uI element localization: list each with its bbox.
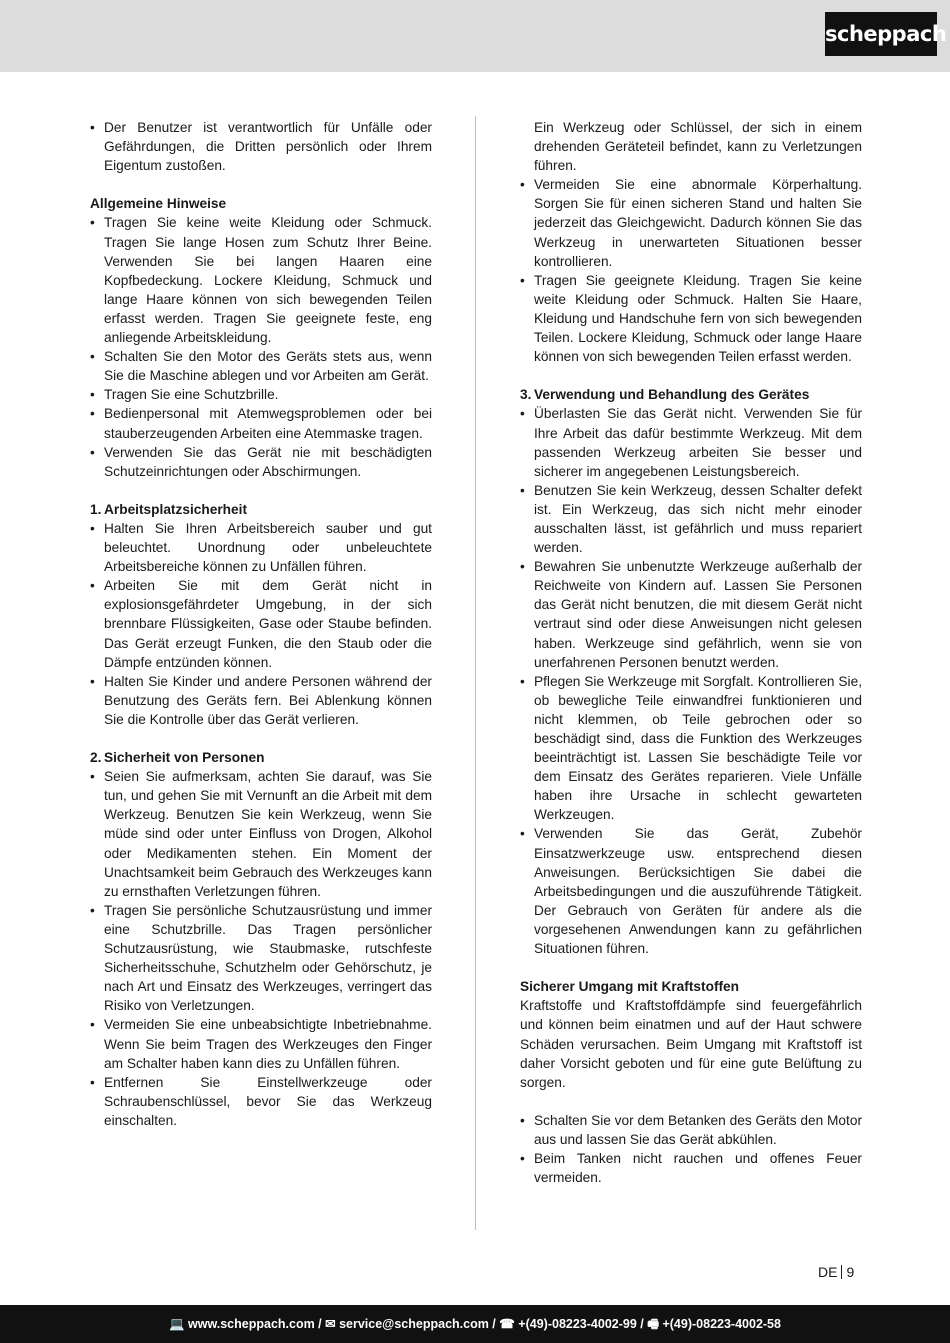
section-heading-2 — [90, 748, 432, 767]
list-item: • Verwenden Sie das Gerät, Zubehör Einsatzwerkzeuge usw. entsprechend diesen Anweisungen. Berücksichtigen Sie dabei die Arbeitsbedingungen und die auszuführende Tätigkeit. Der Gebrauch von Geräten für andere als die vorgesehenen Anwendungen kann zu gefährlichen Situationen führen. — [520, 824, 862, 958]
list-item: • Schalten Sie den Motor des Geräts stets aus, wenn Sie die Maschine ablegen und vor Arbeiten am Gerät. — [90, 347, 432, 385]
section-number: 1. — [90, 501, 102, 517]
list-item: • Halten Sie Kinder und andere Personen während der Benutzung des Geräts fern. Bei Ablenkung können Sie die Kontrolle über das Gerät verlieren. — [90, 672, 432, 729]
list-item: • Pflegen Sie Werkzeuge mit Sorgfalt. Kontrollieren Sie, ob bewegliche Teile einwandfrei funktionieren und nicht klemmen, ob Teile gebrochen oder so beschädigt sind, dass die Funktion des Werkzeuges beeinträchtigt ist. Lassen Sie beschädigte Teile vor dem Einsatz des Gerätes reparieren. Viele Unfälle haben ihre Ursache in schlecht gewarteten Werkzeugen. — [520, 672, 862, 825]
list-item: • Arbeiten Sie mit dem Gerät nicht in explosionsgefährdeter Umgebung, in der sich brennbare Flüssigkeiten, Gase oder Staube befinden. Das Gerät erzeugt Funken, die den Staub oder die Dämpfe entzünden können. — [90, 576, 432, 671]
list-item: • Tragen Sie eine Schutzbrille. — [90, 385, 432, 404]
section-heading-1 — [90, 500, 432, 519]
footer-contact-text: 💻 www.scheppach.com / ✉ service@scheppach.com / ☎ +(49)-08223-4002-99 / 🖷 +(49)-08223-4002-58 — [169, 1317, 781, 1331]
right-column — [520, 118, 862, 1187]
scheppach-logo: scheppach — [825, 12, 937, 56]
section-number: 2. — [90, 750, 102, 766]
section-title: Arbeitsplatzsicherheit — [104, 501, 247, 517]
continued-text: Ein Werkzeug oder Schlüssel, der sich in einem drehenden Geräteteil befindet, kann zu Verletzungen führen. — [534, 120, 862, 174]
section-heading-fuel: Sicherer Umgang mit Kraftstoffen — [520, 979, 740, 995]
list-item: • Tragen Sie geeignete Kleidung. Tragen Sie keine weite Kleidung oder Schmuck. Halten Sie Haare, Kleidung und Handschuhe fern von sich bewegenden Teilen. Lockere Kleidung, Schmuck oder lange Haare können von sich bewegenden Teilen erfasst werden. — [520, 271, 862, 366]
list-item: • Verwenden Sie das Gerät nie mit beschädigten Schutzeinrichtungen oder Abschirmungen. — [90, 443, 432, 481]
section-heading-3 — [520, 385, 862, 404]
left-column — [90, 118, 432, 1130]
intro-list — [90, 118, 432, 175]
page-number-value: 9 — [846, 1264, 855, 1280]
list-item: • Tragen Sie persönliche Schutzausrüstung und immer eine Schutzbrille. Das Tragen persönlicher Schutzausrüstung, wie Staubmaske, rutschfeste Sicherheitsschuhe, Schutzhelm oder Gehörschutz, je nach Art und Einsatz des Werkzeuges, verringert das Risiko von Verletzungen. — [90, 901, 432, 1016]
language-code: DE — [818, 1264, 838, 1280]
list-item: • Bewahren Sie unbenutzte Werkzeuge außerhalb der Reichweite von Kindern auf. Lassen Sie Personen das Gerät nicht benutzen, die mit diesem Gerät nicht vertraut sind oder diese Anweisungen nicht gelesen haben. Werkzeuge sind gefährlich, wenn sie von unerfahrenen Personen benutzt werden. — [520, 557, 862, 672]
section2-continued-list — [520, 175, 862, 366]
general-list — [90, 213, 432, 480]
fuel-list — [520, 1111, 862, 1187]
list-item: • Halten Sie Ihren Arbeitsbereich sauber und gut beleuchtet. Unordnung oder unbeleuchtete Arbeitsbereiche können zu Unfällen führen. — [90, 519, 432, 576]
list-item: • Vermeiden Sie eine unbeabsichtigte Inbetriebnahme. Wenn Sie beim Tragen des Werkzeuges den Finger am Schalter haben kann dies zu Unfällen führen. — [90, 1015, 432, 1072]
section-heading-general: Allgemeine Hinweise — [90, 196, 227, 212]
header-band — [0, 0, 950, 72]
page-number-separator — [841, 1265, 842, 1279]
list-item: • Überlasten Sie das Gerät nicht. Verwenden Sie für Ihre Arbeit das dafür bestimmte Werkzeug. Mit dem passenden Werkzeug arbeiten Sie besser und sicherer im angegebenen Leistungsbereich. — [520, 404, 862, 480]
footer-contact-bar — [0, 1305, 950, 1343]
list-item: • Seien Sie aufmerksam, achten Sie darauf, was Sie tun, und gehen Sie mit Vernunft an die Arbeit mit dem Werkzeug. Benutzen Sie kein Werkzeug, wenn Sie müde sind oder unter Einfluss von Drogen, Alkohol oder Medikamenten stehen. Ein Moment der Unachtsamkeit beim Gebrauch des Werkzeuges kann zu ernsthaften Verletzungen führen. — [90, 767, 432, 901]
list-item: • Beim Tanken nicht rauchen und offenes Feuer vermeiden. — [520, 1149, 862, 1187]
section1-list — [90, 519, 432, 729]
section-number: 3. — [520, 387, 532, 403]
list-item: • Vermeiden Sie eine abnormale Körperhaltung. Sorgen Sie für einen sicheren Stand und halten Sie jederzeit das Gleichgewicht. Dadurch können Sie das Werkzeug in unerwarteten Situationen besser kontrollieren. — [520, 175, 862, 270]
list-item: • Entfernen Sie Einstellwerkzeuge oder Schraubenschlüssel, bevor Sie das Werkzeug einschalten. — [90, 1073, 432, 1130]
list-item: • Benutzen Sie kein Werkzeug, dessen Schalter defekt ist. Ein Werkzeug, das sich nicht mehr einoder ausschalten lässt, ist gefährlich und muss repariert werden. — [520, 481, 862, 557]
list-item: • Der Benutzer ist verantwortlich für Unfälle oder Gefährdungen, die Dritten persönlich oder Ihrem Eigentum zustoßen. — [90, 118, 432, 175]
list-item: • Tragen Sie keine weite Kleidung oder Schmuck. Tragen Sie lange Hosen zum Schutz Ihrer Beine. Verwenden Sie bei langen Haaren eine Kopfbedeckung. Lockere Kleidung, Schmuck und lange Haare können von sich bewegenden Teilen erfasst werden. Tragen Sie geeignete feste, eng anliegende Arbeitskleidung. — [90, 213, 432, 347]
section-title: Verwendung und Behandlung des Gerätes — [534, 387, 810, 403]
page-number — [818, 1264, 854, 1280]
list-item: • Schalten Sie vor dem Betanken des Geräts den Motor aus und lassen Sie das Gerät abkühlen. — [520, 1111, 862, 1149]
column-divider — [475, 116, 476, 1230]
section-title: Sicherheit von Personen — [104, 750, 265, 766]
section2-list — [90, 767, 432, 1130]
section3-list — [520, 404, 862, 958]
fuel-paragraph: Kraftstoffe und Kraftstoffdämpfe sind feuergefährlich und können beim einatmen und auf der Haut schwere Schäden verursachen. Beim Umgang mit Kraftstoff ist daher Vorsicht geboten und für eine gute Belüftung zu sorgen. — [520, 998, 862, 1090]
list-item: • Bedienpersonal mit Atemwegsproblemen oder bei stauberzeugenden Arbeiten eine Atemmaske tragen. — [90, 404, 432, 442]
